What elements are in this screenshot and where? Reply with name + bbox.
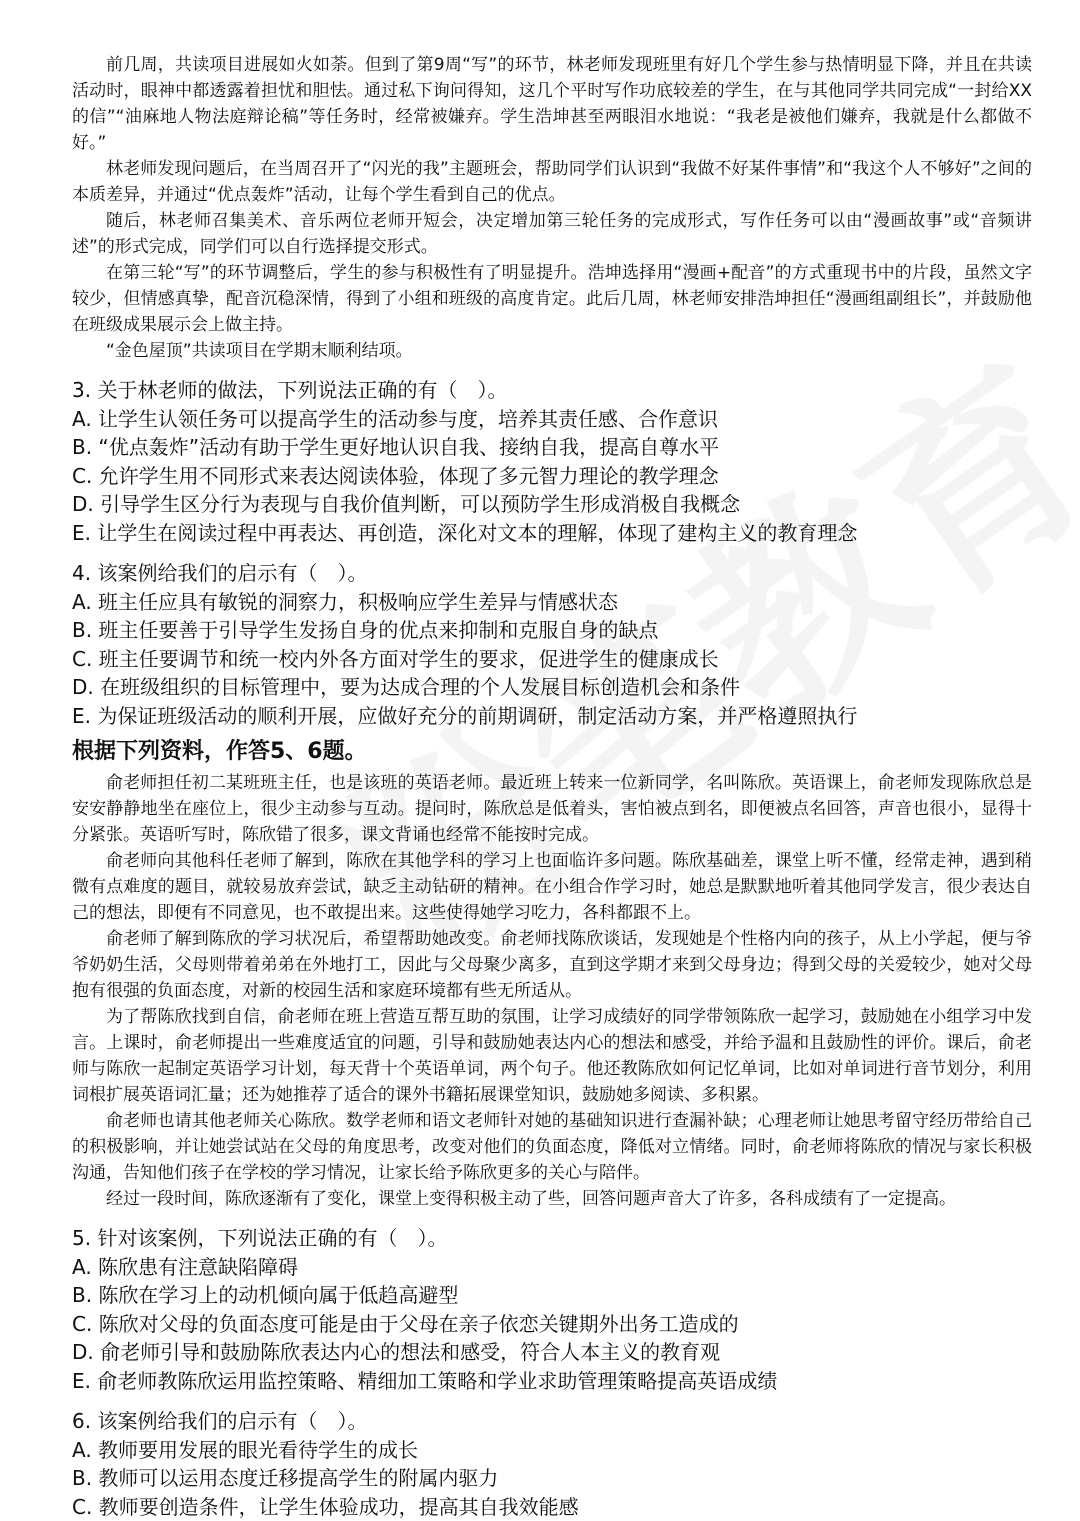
question-5 — [72, 1224, 1032, 1395]
question-6-stem: 6. 该案例给我们的启示有（ ）。 — [72, 1407, 1032, 1436]
passage-2 — [72, 770, 1032, 1212]
question-5-option-e: E. 俞老师教陈欣运用监控策略、精细加工策略和学业求助管理策略提高英语成绩 — [72, 1367, 1032, 1396]
question-6-option-b: B. 教师可以运用态度迁移提高学生的附属内驱力 — [72, 1464, 1032, 1493]
question-3-stem: 3. 关于林老师的做法，下列说法正确的有（ ）。 — [72, 376, 1032, 405]
passage-1-paragraph: 随后，林老师召集美术、音乐两位老师开短会，决定增加第三轮任务的完成形式，写作任务可以由“漫画故事”或“音频讲述”的形式完成，同学们可以自行选择提交形式。 — [72, 208, 1032, 260]
document-page — [72, 52, 1032, 1521]
question-4-option-b: B. 班主任要善于引导学生发扬自身的优点来抑制和克服自身的缺点 — [72, 616, 1032, 645]
question-5-option-a: A. 陈欣患有注意缺陷障碍 — [72, 1253, 1032, 1282]
question-6-option-a: A. 教师要用发展的眼光看待学生的成长 — [72, 1436, 1032, 1465]
question-3-option-b: B. “优点轰炸”活动有助于学生更好地认识自我、接纳自我，提高自尊水平 — [72, 433, 1032, 462]
question-4-option-c: C. 班主任要调节和统一校内外各方面对学生的要求，促进学生的健康成长 — [72, 645, 1032, 674]
passage-2-paragraph: 俞老师了解到陈欣的学习状况后，希望帮助她改变。俞老师找陈欣谈话，发现她是个性格内向的孩子，从上小学起，便与爷爷奶奶生活，父母则带着弟弟在外地打工，因此与父母聚少离多，直到这学期才来到父母身边；得到父母的关爱较少，她对父母抱有很强的负面态度，对新的校园生活和家庭环境都有些无所适从。 — [72, 926, 1032, 1004]
question-3-option-d: D. 引导学生区分行为表现与自我价值判断，可以预防学生形成消极自我概念 — [72, 490, 1032, 519]
question-6 — [72, 1407, 1032, 1521]
passage-1-paragraph: 在第三轮“写”的环节调整后，学生的参与积极性有了明显提升。浩坤选择用“漫画+配音”的方式重现书中的片段，虽然文字较少，但情感真挚，配音沉稳深情，得到了小组和班级的高度肯定。此后几周，林老师安排浩坤担任“漫画组副组长”，并鼓励他在班级成果展示会上做主持。 — [72, 260, 1032, 338]
question-3-option-a: A. 让学生认领任务可以提高学生的活动参与度，培养其责任感、合作意识 — [72, 405, 1032, 434]
passage-2-paragraph: 俞老师向其他科任老师了解到，陈欣在其他学科的学习上也面临许多问题。陈欣基础差，课堂上听不懂，经常走神，遇到稍微有点难度的题目，就较易放弃尝试，缺乏主动钻研的精神。在小组合作学习时，她总是默默地听着其他同学发言，很少表达自己的想法，即便有不同意见，也不敢提出来。这些使得她学习吃力，各科都跟不上。 — [72, 848, 1032, 926]
question-5-option-c: C. 陈欣对父母的负面态度可能是由于父母在亲子依恋关键期外出务工造成的 — [72, 1310, 1032, 1339]
passage-2-paragraph: 俞老师也请其他老师关心陈欣。数学老师和语文老师针对她的基础知识进行查漏补缺；心理老师让她思考留守经历带给自己的积极影响，并让她尝试站在父母的角度思考，改变对他们的负面态度，降低对立情绪。同时，俞老师将陈欣的情况与家长积极沟通，告知他们孩子在学校的学习情况，让家长给予陈欣更多的关心与陪伴。 — [72, 1108, 1032, 1186]
question-5-option-d: D. 俞老师引导和鼓励陈欣表达内心的想法和感受，符合人本主义的教育观 — [72, 1338, 1032, 1367]
question-4-option-e: E. 为保证班级活动的顺利开展，应做好充分的前期调研，制定活动方案，并严格遵照执行 — [72, 702, 1032, 731]
passage-2-paragraph: 经过一段时间，陈欣逐渐有了变化，课堂上变得积极主动了些，回答问题声音大了许多，各科成绩有了一定提高。 — [72, 1186, 1032, 1212]
question-3-option-e: E. 让学生在阅读过程中再表达、再创造，深化对文本的理解，体现了建构主义的教育理念 — [72, 519, 1032, 548]
question-5-option-b: B. 陈欣在学习上的动机倾向属于低趋高避型 — [72, 1281, 1032, 1310]
question-4 — [72, 559, 1032, 730]
section-heading: 根据下列资料，作答5、6题。 — [72, 736, 1032, 768]
question-5-stem: 5. 针对该案例，下列说法正确的有（ ）。 — [72, 1224, 1032, 1253]
question-3-option-c: C. 允许学生用不同形式来表达阅读体验，体现了多元智力理论的教学理念 — [72, 462, 1032, 491]
passage-2-paragraph: 为了帮陈欣找到自信，俞老师在班上营造互帮互助的氛围，让学习成绩好的同学带领陈欣一起学习，鼓励她在小组学习中发言。上课时，俞老师提出一些难度适宜的问题，引导和鼓励她表达内心的想法和感受，并给予温和且鼓励性的评价。课后，俞老师与陈欣一起制定英语学习计划，每天背十个英语单词，两个句子。他还教陈欣如何记忆单词，比如对单词进行音节划分，利用词根扩展英语词汇量；还为她推荐了适合的课外书籍拓展课堂知识，鼓励她多阅读、多积累。 — [72, 1004, 1032, 1108]
question-6-option-c: C. 教师要创造条件，让学生体验成功，提高其自我效能感 — [72, 1493, 1032, 1521]
question-3 — [72, 376, 1032, 547]
question-4-option-a: A. 班主任应具有敏锐的洞察力，积极响应学生差异与情感状态 — [72, 588, 1032, 617]
question-4-stem: 4. 该案例给我们的启示有（ ）。 — [72, 559, 1032, 588]
passage-1-paragraph: 林老师发现问题后，在当周召开了“闪光的我”主题班会，帮助同学们认识到“我做不好某件事情”和“我这个人不够好”之间的本质差异，并通过“优点轰炸”活动，让每个学生看到自己的优点。 — [72, 156, 1032, 208]
passage-1-paragraph: “金色屋顶”共读项目在学期末顺利结项。 — [72, 338, 1032, 364]
passage-1-paragraph: 前几周，共读项目进展如火如荼。但到了第9周“写”的环节，林老师发现班里有好几个学生参与热情明显下降，并且在共读活动时，眼神中都透露着担忧和胆怯。通过私下询问得知，这几个平时写作功底较差的学生，在与其他同学共同完成“一封给XX的信”“油麻地人物法庭辩论稿”等任务时，经常被嫌弃。学生浩坤甚至两眼泪水地说：“我老是被他们嫌弃，我就是什么都做不好。” — [72, 52, 1032, 156]
passage-1 — [72, 52, 1032, 364]
passage-2-paragraph: 俞老师担任初二某班班主任，也是该班的英语老师。最近班上转来一位新同学，名叫陈欣。英语课上，俞老师发现陈欣总是安安静静地坐在座位上，很少主动参与互动。提问时，陈欣总是低着头，害怕被点到名，即便被点名回答，声音也很小，显得十分紧张。英语听写时，陈欣错了很多，课文背诵也经常不能按时完成。 — [72, 770, 1032, 848]
question-4-option-d: D. 在班级组织的目标管理中，要为达成合理的个人发展目标创造机会和条件 — [72, 673, 1032, 702]
